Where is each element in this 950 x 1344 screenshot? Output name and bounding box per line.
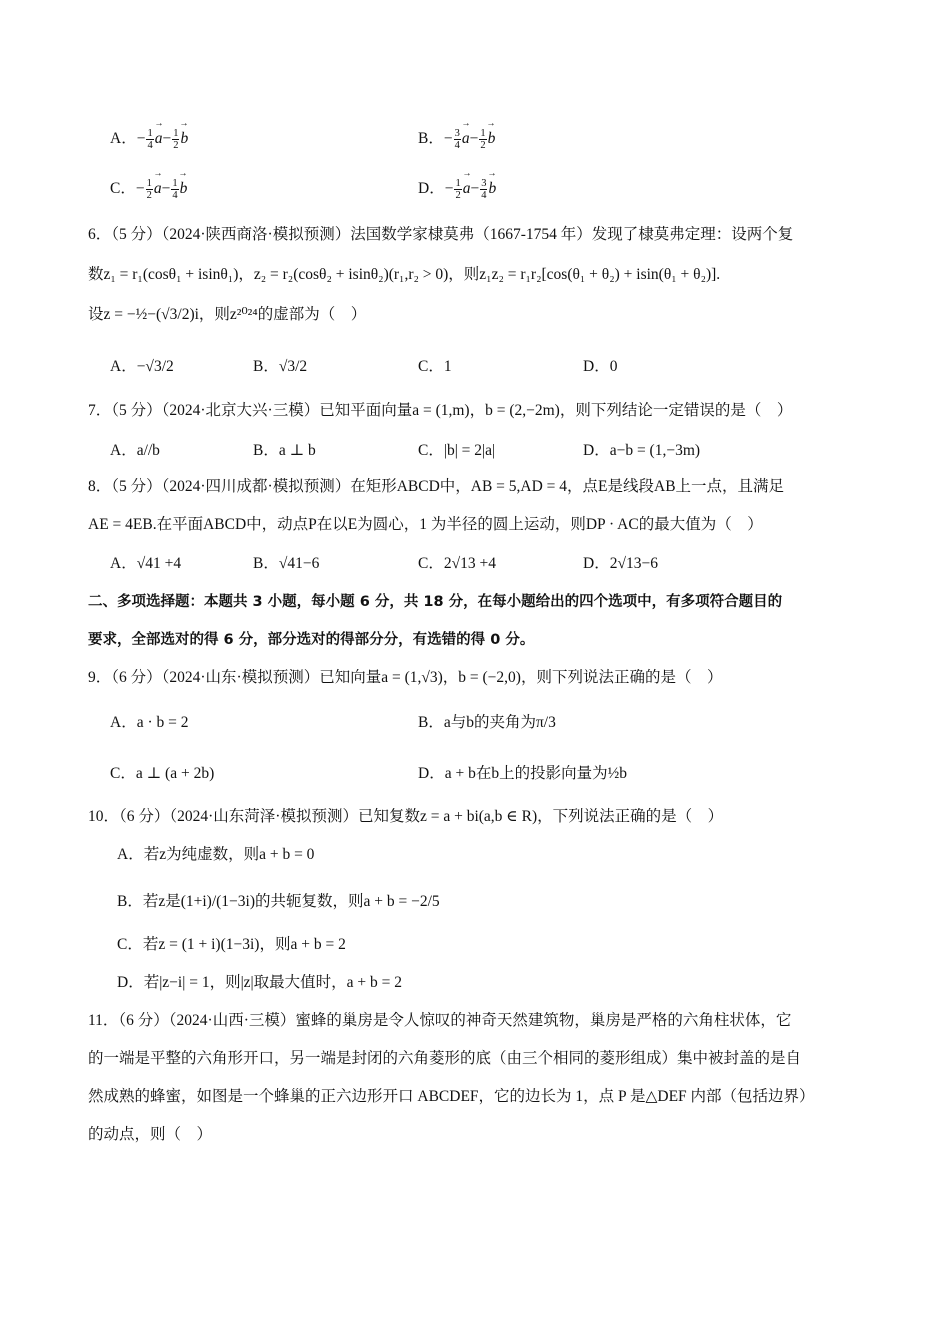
q10-option-b[interactable]: B．若z是(1+i)/(1−3i)的共轭复数，则a + b = −2/5 xyxy=(117,893,440,910)
q5-option-d[interactable]: D．− $\frac{1}{2}$ → a− $\frac{3}{4}$ → b xyxy=(418,178,496,201)
q7-option-d[interactable]: D．a−b = (1,−3m) xyxy=(583,442,701,459)
q6-stem-line3: 设z = −½−(√3/2)i，则z²⁰²⁴的虚部为（ ） xyxy=(88,306,367,323)
q6-stem-line1: 6．（5 分）（2024·陕西商洛·模拟预测）法国数学家棣莫弗（1667-1754 年）发现了棣莫弗定理：设两个复 xyxy=(88,226,794,243)
q10-option-d[interactable]: D．若|z−i| = 1，则|z|取最大值时，a + b = 2 xyxy=(117,974,403,991)
q10-option-a[interactable]: A．若z为纯虚数，则a + b = 0 xyxy=(117,846,315,863)
q5-option-a[interactable]: A．− $\frac{1}{4}$ → a− $\frac{1}{2}$ → b xyxy=(110,128,188,151)
q10-option-c[interactable]: C．若z = (1 + i)(1−3i)，则a + b = 2 xyxy=(117,936,346,953)
q11-stem-line4: 的动点，则（ ） xyxy=(88,1126,213,1143)
q9-stem: 9．（6 分）（2024·山东·模拟预测）已知向量a = (1,√3)，b = (−2,0)，则下列说法正确的是（ ） xyxy=(88,669,723,686)
q8-option-c[interactable]: C．2√13 +4 xyxy=(418,555,496,572)
q7-stem: 7．（5 分）（2024·北京大兴·三模）已知平面向量a = (1,m)，b = (2,−2m)，则下列结论一定错误的是（ ） xyxy=(88,402,793,419)
q6-stem-line2: 数z₁ = r₁(cosθ₁ + isinθ₁)，z₂ = r₂(cosθ₂ + isinθ₂)(r₁,r₂ > 0)，则z₁z₂ = r₁r₂[cos(θ₁ + θ₂) + isin(θ₁ + θ₂)]. xyxy=(88,266,721,283)
q9-option-d[interactable]: D．a + b在b上的投影向量为½b xyxy=(418,765,627,782)
q11-stem-line1: 11．（6 分）（2024·山西·三模）蜜蜂的巢房是令人惊叹的神奇天然建筑物，巢房是严格的六角柱状体，它 xyxy=(88,1012,792,1029)
q7-option-a[interactable]: A．a//b xyxy=(110,442,160,459)
q7-option-b[interactable]: B．a ⊥ b xyxy=(253,442,316,459)
q7-option-c[interactable]: C．|b| = 2|a| xyxy=(418,442,496,459)
section-2-heading-line1: 二、多项选择题：本题共 3 小题，每小题 6 分，共 18 分，在每小题给出的四个选项中，有多项符合题目的 xyxy=(88,594,783,610)
q5-option-b[interactable]: B．− $\frac{3}{4}$ → a− $\frac{1}{2}$ → b xyxy=(418,128,495,151)
q9-option-b[interactable]: B．a与b的夹角为π/3 xyxy=(418,714,556,731)
q8-stem-line2: AE = 4EB.在平面ABCD中，动点P在以E为圆心，1 为半径的圆上运动，则DP · AC的最大值为（ ） xyxy=(88,516,763,533)
q5-option-c[interactable]: C．− $\frac{1}{2}$ → a− $\frac{1}{4}$ → b xyxy=(110,178,187,201)
q6-option-d[interactable]: D．0 xyxy=(583,358,618,375)
q9-option-a[interactable]: A．a · b = 2 xyxy=(110,714,189,731)
section-2-heading-line2: 要求，全部选对的得 6 分，部分选对的得部分分，有选错的得 0 分。 xyxy=(88,632,535,648)
q8-option-d[interactable]: D．2√13−6 xyxy=(583,555,658,572)
q10-stem: 10．（6 分）（2024·山东菏泽·模拟预测）已知复数z = a + bi(a,b ∈ R)，下列说法正确的是（ ） xyxy=(88,808,724,825)
q6-option-a[interactable]: A．−√3/2 xyxy=(110,358,174,375)
q11-stem-line2: 的一端是平整的六角形开口，另一端是封闭的六角菱形的底（由三个相同的菱形组成）集中被封盖的是自 xyxy=(88,1050,802,1067)
q8-option-b[interactable]: B．√41−6 xyxy=(253,555,320,572)
q9-option-c[interactable]: C．a ⊥ (a + 2b) xyxy=(110,765,215,782)
q11-stem-line3: 然成熟的蜂蜜，如图是一个蜂巢的正六边形开口 ABCDEF，它的边长为 1，点 P 是△DEF 内部（包括边界） xyxy=(88,1088,815,1105)
q8-stem-line1: 8．（5 分）（2024·四川成都·模拟预测）在矩形ABCD中，AB = 5,AD = 4，点E是线段AB上一点，且满足 xyxy=(88,478,785,495)
q6-option-c[interactable]: C．1 xyxy=(418,358,452,375)
q6-option-b[interactable]: B．√3/2 xyxy=(253,358,308,375)
q8-option-a[interactable]: A．√41 +4 xyxy=(110,555,182,572)
